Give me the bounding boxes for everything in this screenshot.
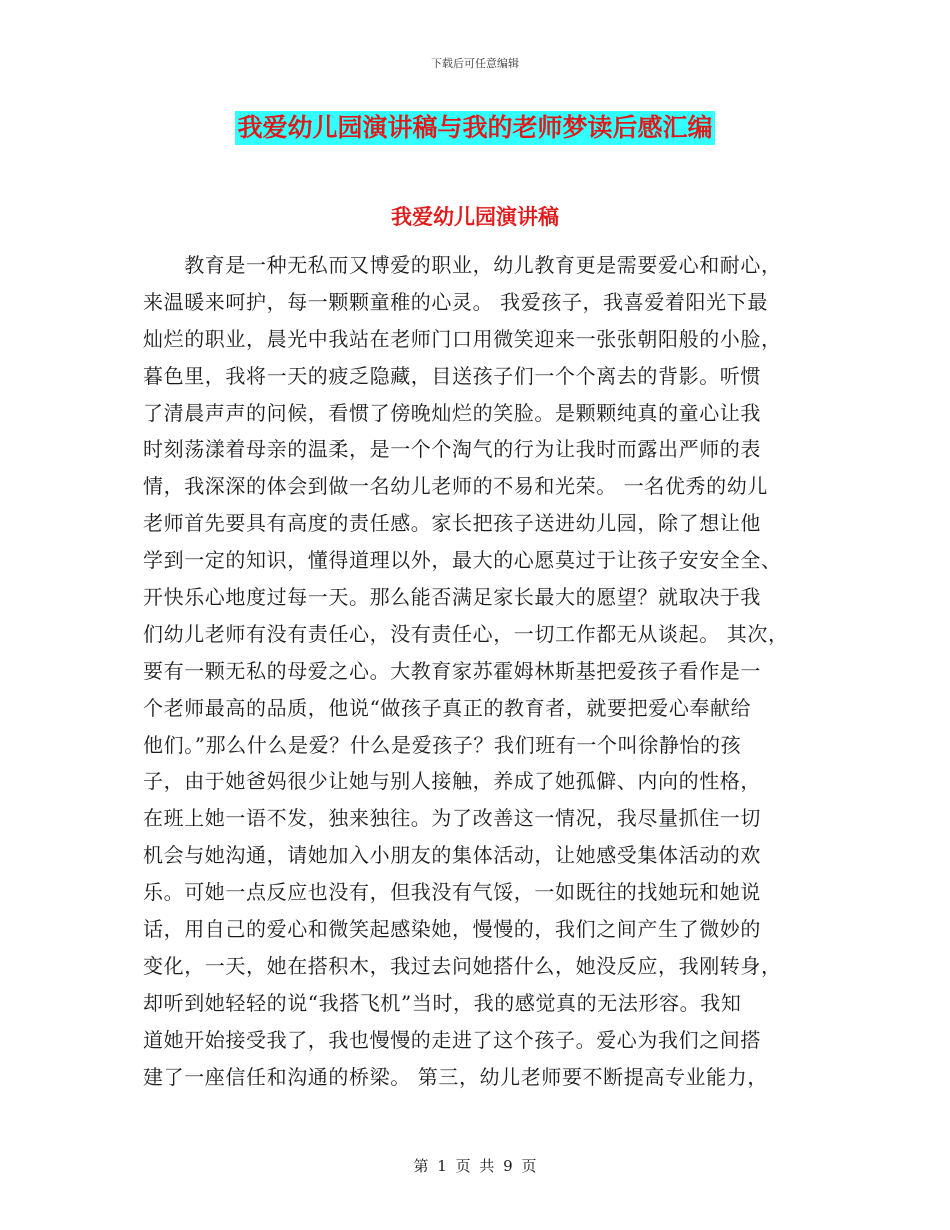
body-line: 在班上她一语不发，独来独往。为了改善这一情况，我尽量抓住一切 bbox=[143, 806, 761, 831]
body-text bbox=[143, 247, 823, 1095]
body-line: 他们。”那么什么是爱？什么是爱孩子？我们班有一个叫徐静怡的孩 bbox=[143, 732, 742, 757]
body-line: 机会与她沟通，请她加入小朋友的集体活动，让她感受集体活动的欢 bbox=[143, 843, 761, 868]
body-line: 话，用自己的爱心和微笑起感染她，慢慢的，我们之间产生了微妙的 bbox=[143, 917, 761, 942]
document-title: 我爱幼儿园演讲稿与我的老师梦读后感汇编 bbox=[235, 111, 714, 145]
body-line: 却听到她轻轻的说“我搭飞机”当时，我的感觉真的无法形容。我知 bbox=[143, 990, 742, 1015]
page-footer: 第 1 页 共 9 页 bbox=[413, 1157, 537, 1175]
body-line: 教育是一种无私而又博爱的职业，幼儿教育更是需要爱心和耐心， bbox=[143, 253, 782, 277]
body-line: 来温暖来呵护，每一颗颗童稚的心灵。 我爱孩子，我喜爱着阳光下最 bbox=[143, 289, 768, 314]
body-line: 时刻荡漾着母亲的温柔，是一个个淘气的行为让我时而露出严师的表 bbox=[143, 437, 761, 462]
body-line: 老师首先要具有高度的责任感。家长把孩子送进幼儿园，除了想让他 bbox=[143, 511, 761, 536]
section-title: 我爱幼儿园演讲稿 bbox=[391, 205, 559, 229]
body-line: 情，我深深的体会到做一名幼儿老师的不易和光荣。 一名优秀的幼儿 bbox=[143, 474, 768, 499]
page-header: 下载后可任意编辑 bbox=[431, 57, 519, 70]
body-line: 灿烂的职业，晨光中我站在老师门口用微笑迎来一张张朝阳般的小脸， bbox=[143, 326, 782, 351]
body-line: 乐。可她一点反应也没有，但我没有气馁，一如既往的找她玩和她说 bbox=[143, 880, 761, 905]
body-line: 变化，一天，她在搭积木，我过去问她搭什么，她没反应，我刚转身， bbox=[143, 953, 782, 978]
body-line: 们幼儿老师有没有责任心，没有责任心，一切工作都无从谈起。 其次， bbox=[143, 621, 789, 646]
body-line: 个老师最高的品质，他说“做孩子真正的教育者，就要把爱心奉献给 bbox=[143, 695, 752, 720]
body-line: 建了一座信任和沟通的桥梁。 第三，幼儿老师要不断提高专业能力， bbox=[143, 1064, 768, 1089]
body-line: 要有一颗无私的母爱之心。大教育家苏霍姆林斯基把爱孩子看作是一 bbox=[143, 658, 761, 683]
body-line: 暮色里，我将一天的疲乏隐藏，目送孩子们一个个离去的背影。听惯 bbox=[143, 363, 761, 388]
body-line: 了清晨声声的问候，看惯了傍晚灿烂的笑脸。是颗颗纯真的童心让我 bbox=[143, 400, 761, 425]
body-line: 子，由于她爸妈很少让她与别人接触，养成了她孤僻、内向的性格， bbox=[143, 769, 761, 794]
body-line: 道她开始接受我了，我也慢慢的走进了这个孩子。爱心为我们之间搭 bbox=[143, 1027, 761, 1052]
body-line: 学到一定的知识，懂得道理以外，最大的心愿莫过于让孩子安安全全、 bbox=[143, 548, 782, 573]
body-line: 开快乐心地度过每一天。那么能否满足家长最大的愿望？就取决于我 bbox=[143, 585, 761, 610]
document-title-container bbox=[0, 111, 950, 145]
